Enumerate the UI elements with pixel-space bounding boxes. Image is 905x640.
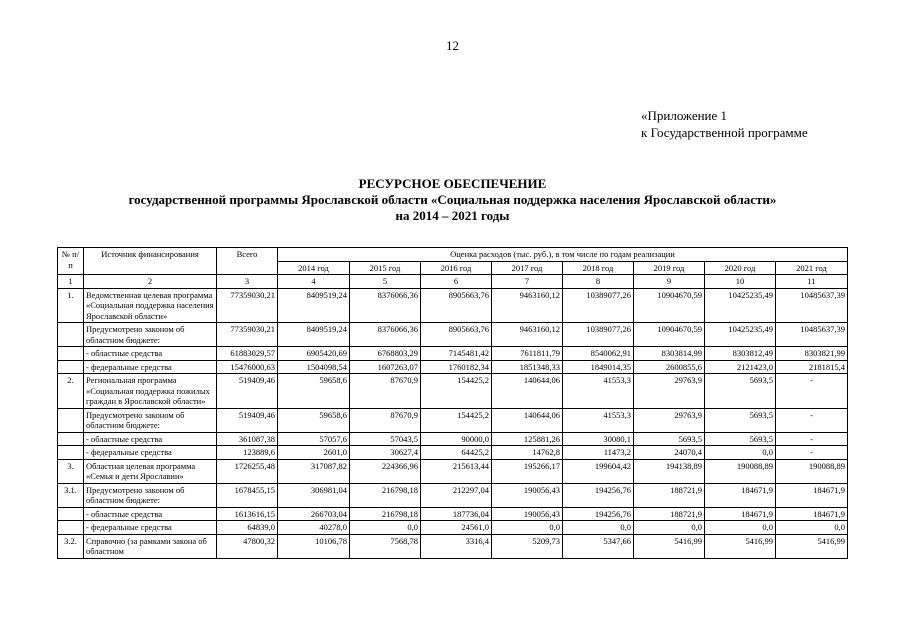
row-year-value: 190056,43: [492, 507, 563, 521]
row-year-value: 0,0: [350, 521, 421, 535]
row-year-value: 11473,2: [563, 446, 634, 460]
row-year-value: 29763,9: [634, 408, 705, 432]
table-row: [58, 534, 848, 558]
row-year-value: 3316,4: [421, 534, 492, 558]
document-title: [0, 176, 905, 224]
header-year: 2017 год: [492, 261, 563, 275]
column-index: 10: [705, 275, 776, 289]
row-year-value: 29763,9: [634, 374, 705, 409]
table-row: [58, 347, 848, 361]
row-year-value: 2601,0: [278, 446, 350, 460]
row-year-value: 199604,42: [563, 459, 634, 483]
row-year-value: 140644,06: [492, 374, 563, 409]
row-total: 77359030,21: [217, 323, 278, 347]
row-year-value: 8303812,49: [705, 347, 776, 361]
row-source: - областные средства: [84, 347, 217, 361]
row-year-value: 6768803,29: [350, 347, 421, 361]
header-year: 2021 год: [776, 261, 848, 275]
header-year: 2020 год: [705, 261, 776, 275]
row-number: [58, 347, 84, 361]
row-year-value: 266703,04: [278, 507, 350, 521]
row-year-value: 10106,78: [278, 534, 350, 558]
table-body: [58, 288, 848, 558]
row-number: 1.: [58, 288, 84, 323]
row-year-value: 90000,0: [421, 432, 492, 446]
row-year-value: 140644,06: [492, 408, 563, 432]
row-year-value: 57043,5: [350, 432, 421, 446]
row-year-value: 0,0: [776, 521, 848, 535]
row-source: Ведомственная целевая программа «Социальная поддержка населения Ярославской области»: [84, 288, 217, 323]
row-year-value: 5693,5: [705, 432, 776, 446]
row-source: Предусмотрено законом об областном бюджете:: [84, 408, 217, 432]
row-year-value: 5416,99: [634, 534, 705, 558]
row-year-value: 216798,18: [350, 507, 421, 521]
row-year-value: 187736,04: [421, 507, 492, 521]
row-source: Предусмотрено законом об областном бюджете:: [84, 323, 217, 347]
row-total: 1678455,15: [217, 483, 278, 507]
row-year-value: 24561,0: [421, 521, 492, 535]
row-year-value: 8409519,24: [278, 323, 350, 347]
row-source: Предусмотрено законом об областном бюджете:: [84, 483, 217, 507]
column-index: 4: [278, 275, 350, 289]
row-year-value: 10425235,49: [705, 288, 776, 323]
row-year-value: 7145481,42: [421, 347, 492, 361]
header-estimate: Оценка расходов (тыс. руб.), в том числе по годам реализации: [278, 248, 848, 262]
row-year-value: 306981,04: [278, 483, 350, 507]
column-index: 11: [776, 275, 848, 289]
row-source: - областные средства: [84, 507, 217, 521]
row-year-value: 1851348,33: [492, 360, 563, 374]
row-total: 361087,38: [217, 432, 278, 446]
header-year: 2016 год: [421, 261, 492, 275]
row-number: [58, 446, 84, 460]
table-row: [58, 459, 848, 483]
row-year-value: 2181815,4: [776, 360, 848, 374]
table-row: [58, 521, 848, 535]
row-year-value: 8376066,36: [350, 288, 421, 323]
row-year-value: 7568,78: [350, 534, 421, 558]
header-year: 2014 год: [278, 261, 350, 275]
row-year-value: -: [776, 432, 848, 446]
row-year-value: 59658,6: [278, 408, 350, 432]
table-row: [58, 408, 848, 432]
column-index: 9: [634, 275, 705, 289]
column-index: 5: [350, 275, 421, 289]
row-total: 64839,0: [217, 521, 278, 535]
row-year-value: 184671,9: [776, 507, 848, 521]
row-year-value: 317087,82: [278, 459, 350, 483]
row-source: Областная целевая программа «Семья и дети Ярославии»: [84, 459, 217, 483]
row-year-value: -: [776, 408, 848, 432]
header-num: № п/п: [58, 248, 84, 275]
row-year-value: 8905663,76: [421, 323, 492, 347]
row-year-value: 9463160,12: [492, 323, 563, 347]
row-total: 519409,46: [217, 374, 278, 409]
row-year-value: 212297,04: [421, 483, 492, 507]
row-year-value: 6905420,69: [278, 347, 350, 361]
row-year-value: 216798,18: [350, 483, 421, 507]
row-year-value: 57057,6: [278, 432, 350, 446]
row-year-value: 5209,73: [492, 534, 563, 558]
row-year-value: 10389077,26: [563, 323, 634, 347]
row-year-value: 190056,43: [492, 483, 563, 507]
row-year-value: -: [776, 446, 848, 460]
row-number: 3.: [58, 459, 84, 483]
row-year-value: 24070,4: [634, 446, 705, 460]
row-year-value: 10485637,39: [776, 288, 848, 323]
row-year-value: 215613,44: [421, 459, 492, 483]
row-year-value: 0,0: [492, 521, 563, 535]
row-year-value: 125881,26: [492, 432, 563, 446]
appendix-line-1: «Приложение 1: [641, 108, 728, 123]
row-year-value: 40278,0: [278, 521, 350, 535]
row-total: 1726255,48: [217, 459, 278, 483]
table-row: [58, 360, 848, 374]
row-year-value: 5693,5: [705, 408, 776, 432]
row-year-value: 190088,89: [776, 459, 848, 483]
row-year-value: 7611811,79: [492, 347, 563, 361]
row-year-value: 10425235,49: [705, 323, 776, 347]
header-total: Всего: [217, 248, 278, 275]
appendix-note: [641, 107, 808, 141]
row-total: 77359030,21: [217, 288, 278, 323]
row-year-value: 41553,3: [563, 374, 634, 409]
row-year-value: 184671,9: [705, 507, 776, 521]
row-year-value: 8303821,99: [776, 347, 848, 361]
row-year-value: 59658,6: [278, 374, 350, 409]
row-year-value: 8376066,36: [350, 323, 421, 347]
row-year-value: 2121423,0: [705, 360, 776, 374]
row-number: [58, 432, 84, 446]
row-number: [58, 323, 84, 347]
row-source: - федеральные средства: [84, 521, 217, 535]
row-year-value: 5693,5: [634, 432, 705, 446]
row-total: 123889,6: [217, 446, 278, 460]
resource-table: [57, 247, 848, 559]
table-row: [58, 446, 848, 460]
row-total: 61883029,57: [217, 347, 278, 361]
column-index: 3: [217, 275, 278, 289]
row-total: 15476000,63: [217, 360, 278, 374]
row-year-value: 87670,9: [350, 408, 421, 432]
row-year-value: 0,0: [705, 446, 776, 460]
column-index: 6: [421, 275, 492, 289]
row-year-value: 154425,2: [421, 374, 492, 409]
title-line-2: государственной программы Ярославской области «Социальная поддержка населения Ярославской области»: [128, 192, 777, 207]
row-year-value: 5347,66: [563, 534, 634, 558]
header-year: 2015 год: [350, 261, 421, 275]
row-year-value: 195266,17: [492, 459, 563, 483]
row-number: 3.1.: [58, 483, 84, 507]
row-year-value: 194256,76: [563, 483, 634, 507]
table-row: [58, 432, 848, 446]
page-number: 12: [446, 38, 459, 53]
column-index: 7: [492, 275, 563, 289]
table-row: [58, 483, 848, 507]
row-year-value: 154425,2: [421, 408, 492, 432]
row-year-value: 0,0: [563, 521, 634, 535]
row-source: - областные средства: [84, 432, 217, 446]
row-year-value: 5416,99: [776, 534, 848, 558]
header-year: 2019 год: [634, 261, 705, 275]
row-year-value: 188721,9: [634, 507, 705, 521]
title-line-3: на 2014 – 2021 годы: [395, 208, 510, 223]
row-year-value: 8905663,76: [421, 288, 492, 323]
row-year-value: 8303814,99: [634, 347, 705, 361]
row-year-value: 41553,3: [563, 408, 634, 432]
table-row: [58, 288, 848, 323]
row-source: Справочно (за рамками закона об областном: [84, 534, 217, 558]
row-year-value: 194256,76: [563, 507, 634, 521]
row-year-value: 1504098,54: [278, 360, 350, 374]
table-row: [58, 374, 848, 409]
row-year-value: 10904670,59: [634, 288, 705, 323]
title-line-1: РЕСУРСНОЕ ОБЕСПЕЧЕНИЕ: [358, 176, 547, 191]
row-year-value: 10485637,39: [776, 323, 848, 347]
row-year-value: 8409519,24: [278, 288, 350, 323]
row-number: [58, 521, 84, 535]
appendix-line-2: к Государственной программе: [641, 125, 808, 140]
row-year-value: 194138,89: [634, 459, 705, 483]
row-source: - федеральные средства: [84, 446, 217, 460]
row-number: 3.2.: [58, 534, 84, 558]
header-source: Источник финансирования: [84, 248, 217, 275]
row-source: - федеральные средства: [84, 360, 217, 374]
column-index: 2: [84, 275, 217, 289]
row-year-value: 87670,9: [350, 374, 421, 409]
header-row-1: [58, 248, 848, 262]
row-year-value: 8540062,91: [563, 347, 634, 361]
column-index: 1: [58, 275, 84, 289]
row-year-value: 64425,2: [421, 446, 492, 460]
row-year-value: 10389077,26: [563, 288, 634, 323]
row-year-value: 184671,9: [705, 483, 776, 507]
row-year-value: 224366,96: [350, 459, 421, 483]
row-year-value: 5416,99: [705, 534, 776, 558]
row-year-value: -: [776, 374, 848, 409]
row-year-value: 2600855,6: [634, 360, 705, 374]
row-year-value: 0,0: [634, 521, 705, 535]
table-row: [58, 323, 848, 347]
row-year-value: 190088,89: [705, 459, 776, 483]
row-year-value: 188721,9: [634, 483, 705, 507]
column-index: 8: [563, 275, 634, 289]
row-year-value: 5693,5: [705, 374, 776, 409]
row-year-value: 30627,4: [350, 446, 421, 460]
row-year-value: 184671,9: [776, 483, 848, 507]
row-year-value: 14762,8: [492, 446, 563, 460]
row-year-value: 9463160,12: [492, 288, 563, 323]
row-number: [58, 360, 84, 374]
table-row: [58, 507, 848, 521]
row-year-value: 1607263,07: [350, 360, 421, 374]
row-total: 47800,32: [217, 534, 278, 558]
row-source: Региональная программа «Социальная поддержка пожилых граждан в Ярославской области»: [84, 374, 217, 409]
row-year-value: 1760182,34: [421, 360, 492, 374]
header-year: 2018 год: [563, 261, 634, 275]
row-year-value: 1849014,35: [563, 360, 634, 374]
row-year-value: 0,0: [705, 521, 776, 535]
row-total: 1613616,15: [217, 507, 278, 521]
row-number: 2.: [58, 374, 84, 409]
row-number: [58, 408, 84, 432]
column-index-row: [58, 275, 848, 289]
row-total: 519409,46: [217, 408, 278, 432]
row-year-value: 10904670,59: [634, 323, 705, 347]
row-number: [58, 507, 84, 521]
row-year-value: 30080,1: [563, 432, 634, 446]
